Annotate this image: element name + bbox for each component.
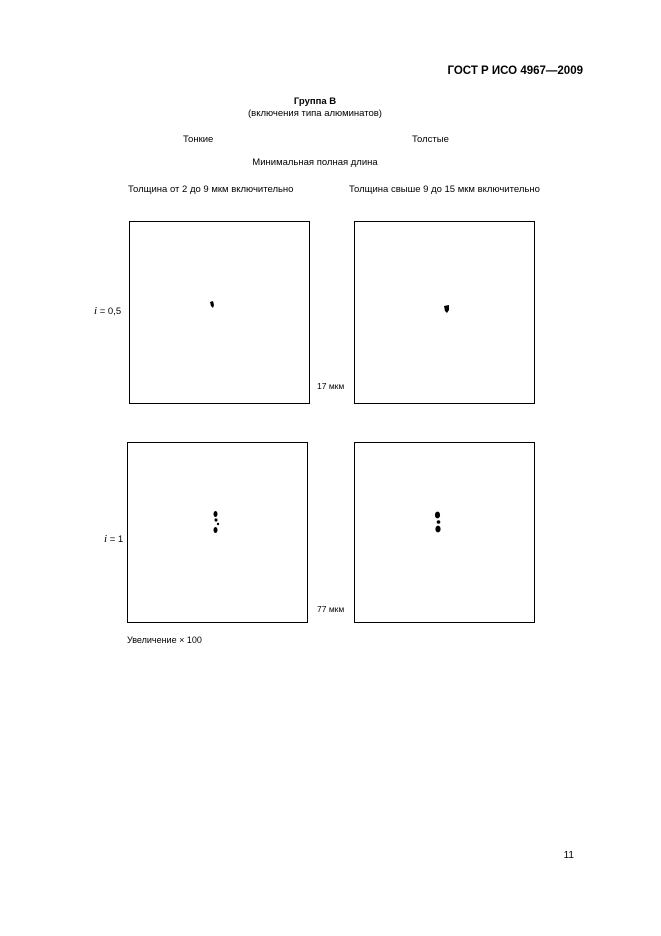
min-length-heading: Минимальная полная длина [252,157,378,168]
column-thin-heading: Тонкие [183,134,214,145]
magnification-note: Увеличение × 100 [127,635,202,645]
inclusions-thin-i-1 [128,443,309,624]
index-value: = 0,5 [99,306,122,317]
inclusion-thin-i-0-5 [130,222,311,405]
inclusion-thick-i-0-5 [355,222,536,405]
min-length-label-row1: 17 мкм [317,381,345,391]
micrograph-thick-i-0-5 [354,221,535,404]
group-title: Группа В [293,96,337,107]
standard-number: ГОСТ Р ИСО 4967—2009 [447,65,583,77]
row-label-i-1 [104,533,123,545]
group-subtitle: (включения типа алюминатов) [248,108,382,119]
column-thick-heading: Толстые [412,134,449,145]
thick-thickness-range: Толщина свыше 9 до 15 мкм включительно [349,184,540,195]
index-value: = 1 [109,534,124,545]
micrograph-thin-i-1 [127,442,308,623]
min-length-label-row2: 77 мкм [317,604,345,614]
micrograph-thin-i-0-5 [129,221,310,404]
index-symbol: i [94,305,98,317]
micrograph-thick-i-1 [354,442,535,623]
thin-thickness-range: Толщина от 2 до 9 мкм включительно [128,184,294,195]
inclusions-thick-i-1 [355,443,536,624]
index-symbol: i [104,533,108,545]
page-number: 11 [563,850,574,861]
row-label-i-0-5 [94,305,121,317]
